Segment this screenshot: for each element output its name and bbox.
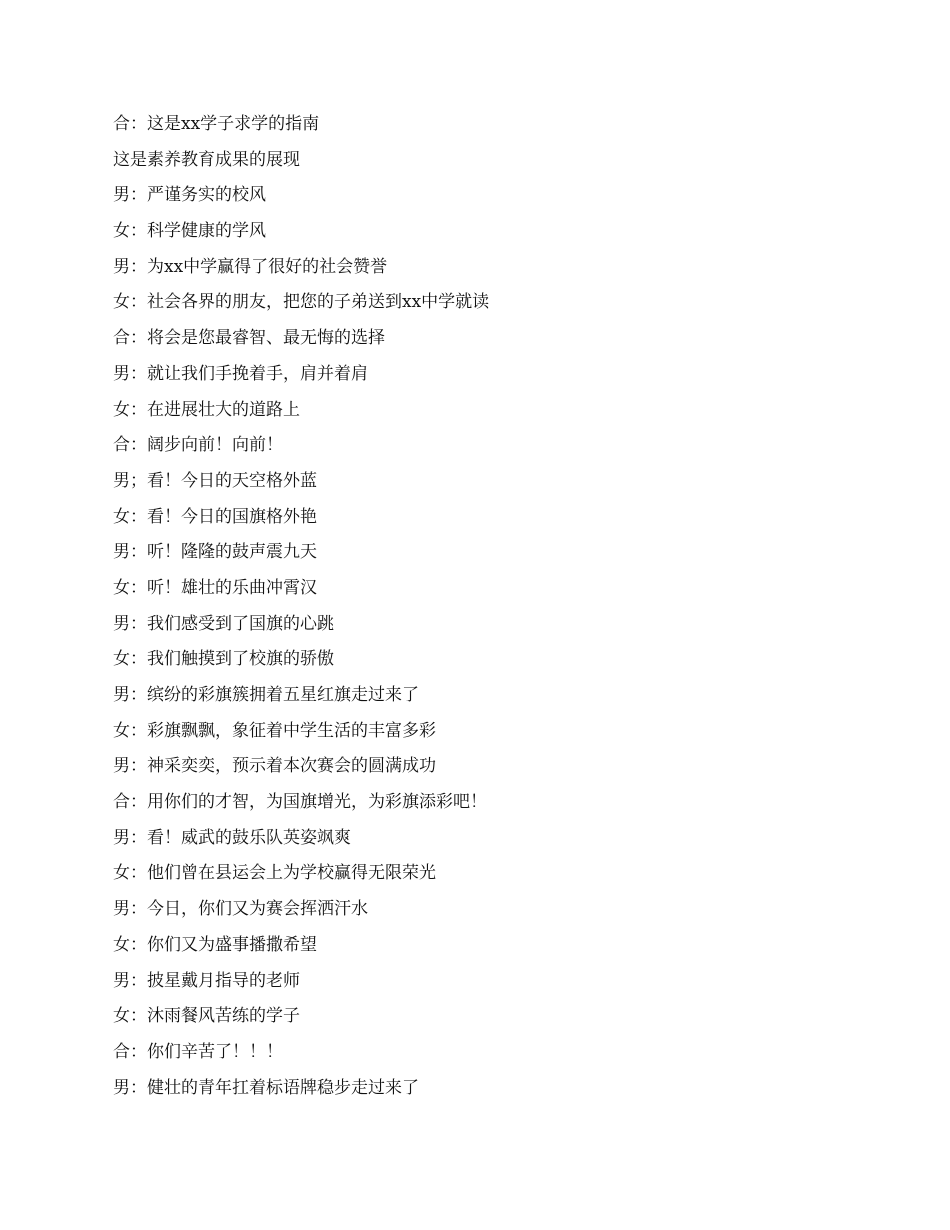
script-line: 女：我们触摸到了校旗的骄傲 <box>113 649 334 670</box>
script-line: 这是素养教育成果的展现 <box>113 149 300 170</box>
script-line: 男：为xx中学赢得了很好的社会赞誉 <box>113 256 388 277</box>
script-line: 男：我们感受到了国旗的心跳 <box>113 613 334 634</box>
script-line: 合：这是xx学子求学的指南 <box>113 114 320 134</box>
script-line: 合：阔步向前！向前！ <box>113 435 283 456</box>
script-line: 女：在进展壮大的道路上 <box>113 399 300 420</box>
script-line: 男：严谨务实的校风 <box>113 185 266 206</box>
script-line: 女：沐雨餐风苦练的学子 <box>113 1006 300 1027</box>
script-line: 女：科学健康的学风 <box>113 221 266 242</box>
script-line: 男：就让我们手挽着手，肩并着肩 <box>113 363 368 384</box>
script-lines <box>113 109 893 1108</box>
script-line: 女：听！雄壮的乐曲冲霄汉 <box>113 577 317 598</box>
script-line: 男：健壮的青年扛着标语牌稳步走过来了 <box>113 1077 419 1098</box>
script-line: 女：他们曾在县运会上为学校赢得无限荣光 <box>113 863 436 884</box>
script-line: 女：你们又为盛事播撒希望 <box>113 934 317 955</box>
script-line: 男：缤纷的彩旗簇拥着五星红旗走过来了 <box>113 685 419 705</box>
script-line: 合：用你们的才智，为国旗增光，为彩旗添彩吧！ <box>113 792 487 813</box>
script-line: 男：听！隆隆的鼓声震九天 <box>113 542 317 563</box>
script-line: 男：今日，你们又为赛会挥洒汗水 <box>113 899 368 920</box>
script-line: 女：彩旗飘飘，象征着中学生活的丰富多彩 <box>113 720 436 741</box>
script-line: 男：看！威武的鼓乐队英姿飒爽 <box>113 827 351 848</box>
script-line: 男：披星戴月指导的老师 <box>113 970 300 991</box>
script-line: 女：社会各界的朋友，把您的子弟送到xx中学就读 <box>113 292 490 313</box>
script-line: 男；看！今日的天空格外蓝 <box>113 470 317 491</box>
script-line: 合：将会是您最睿智、最无悔的选择 <box>113 328 385 349</box>
script-line: 合：你们辛苦了！！！ <box>113 1041 283 1062</box>
script-line: 女：看！今日的国旗格外艳 <box>113 506 317 527</box>
script-line: 男：神采奕奕，预示着本次赛会的圆满成功 <box>113 756 436 777</box>
